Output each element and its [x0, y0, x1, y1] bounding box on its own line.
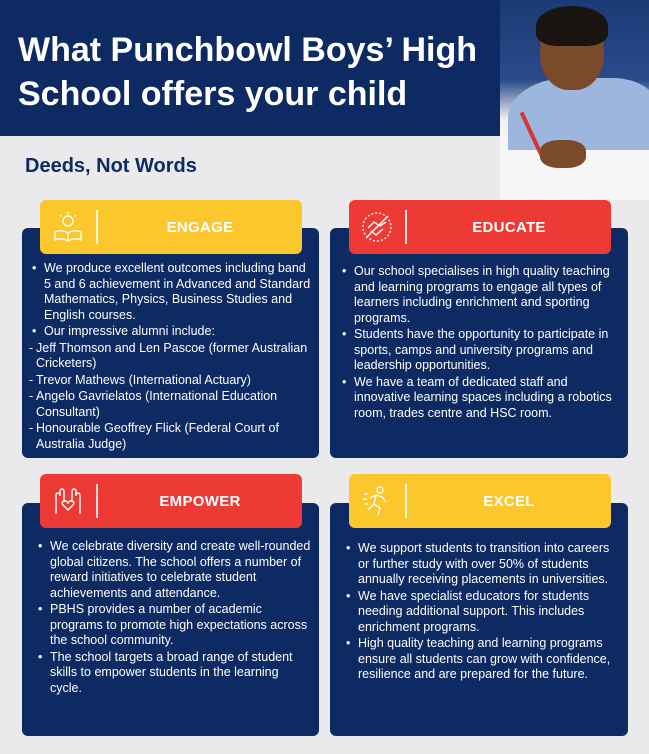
engage-tag	[40, 200, 302, 254]
list-item: • Our school specialises in high quality teaching and learning programs to engage all types of learners including enrichment and sporting programs.	[340, 264, 622, 326]
excel-tag	[349, 474, 611, 528]
runner-icon	[349, 474, 405, 528]
educate-label: EDUCATE	[472, 218, 546, 236]
excel-card	[330, 503, 628, 736]
alumni-item: - Jeff Thomson and Len Pascoe (former Australian Cricketers)	[30, 341, 315, 372]
excel-label: EXCEL	[483, 492, 535, 510]
list-item: • Students have the opportunity to participate in sports, camps and university programs and leadership opportunities.	[340, 327, 622, 374]
lightbulb-book-icon	[40, 200, 96, 254]
engage-label: ENGAGE	[166, 218, 234, 236]
hands-heart-icon	[40, 474, 96, 528]
educate-tag	[349, 200, 611, 254]
list-item: • High quality teaching and learning programs ensure all students can grow with confidence, resilience and are prepared for the future.	[344, 636, 622, 683]
page-title: What Punchbowl Boys’ High School offers your child	[18, 31, 477, 113]
list-item: • We have specialist educators for students needing additional support. This includes enrichment programs.	[344, 589, 622, 636]
empower-tag	[40, 474, 302, 528]
list-item: • We produce excellent outcomes including band 5 and 6 achievement in Advanced and Standard Mathematics, Physics, Business Studies and English courses.	[30, 261, 315, 323]
list-item: • We have a team of dedicated staff and innovative learning spaces including a robotics room, trades centre and HSC room.	[340, 375, 622, 422]
empower-label: EMPOWER	[159, 492, 241, 510]
empower-card	[22, 503, 319, 736]
list-item: • The school targets a broad range of student skills to empower students in the learning cycle.	[36, 650, 313, 697]
engage-card	[22, 228, 319, 458]
list-item: • PBHS provides a number of academic programs to promote high expectations across the school community.	[36, 602, 313, 649]
page-subtitle: Deeds, Not Words	[25, 155, 197, 177]
alumni-item: - Trevor Mathews (International Actuary)	[30, 373, 315, 389]
list-item: • We support students to transition into careers or further study with over 50% of students annually receiving placements in universities.	[344, 541, 622, 588]
handshake-icon	[349, 200, 405, 254]
student-photo	[500, 0, 649, 200]
alumni-item: - Angelo Gavrielatos (International Education Consultant)	[30, 389, 315, 420]
alumni-item: - Honourable Geoffrey Flick (Federal Court of Australia Judge)	[30, 421, 315, 452]
list-item: • Our impressive alumni include:	[30, 324, 315, 340]
educate-card	[330, 228, 628, 458]
list-item: • We celebrate diversity and create well-rounded global citizens. The school offers a number of reward initiatives to celebrate student achievements and attendance.	[36, 539, 313, 601]
